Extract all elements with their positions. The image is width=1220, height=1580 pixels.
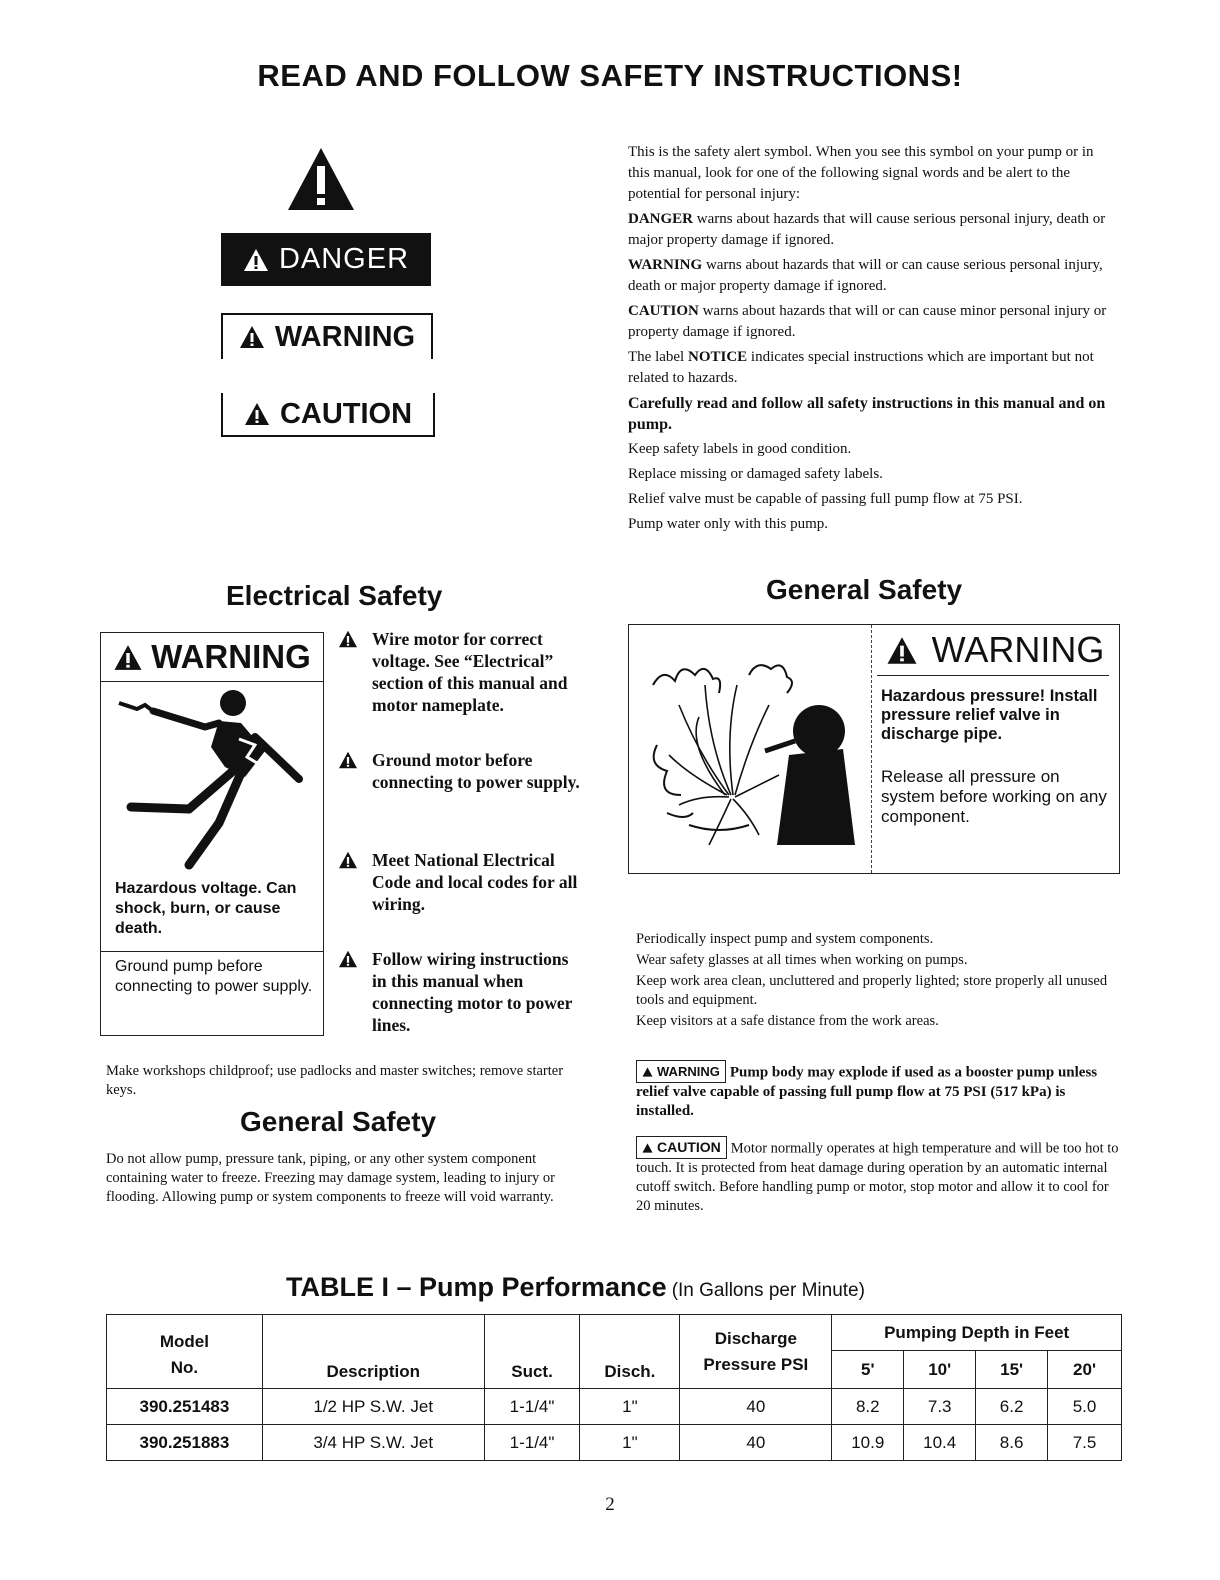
electrical-warning-panel xyxy=(100,632,324,1036)
header-disch: Disch. xyxy=(580,1315,680,1389)
childproof-note: Make workshops childproof; use padlocks and master switches; remove starter keys. xyxy=(106,1063,564,1098)
alert-triangle-icon xyxy=(113,644,143,671)
read-all-instructions: Carefully read and follow all safety instructions in this manual and on pump. xyxy=(628,395,1106,433)
booster-warning-paragraph: WARNING Pump body may explode if used as a booster pump unless relief valve capable of passing full pump flow at 75 PSI (517 kPa) is installed. xyxy=(636,1060,1120,1121)
general-safety-left-title: General Safety xyxy=(240,1106,437,1137)
header-depth-15: 15' xyxy=(976,1351,1048,1389)
list-item: Periodically inspect pump and system components. xyxy=(636,931,934,947)
pressure-explosion-icon xyxy=(639,645,864,865)
alert-triangle-icon xyxy=(244,402,270,426)
electric-shock-person-icon xyxy=(115,687,315,877)
signal-word-definitions xyxy=(628,142,1116,539)
warning-word: WARNING xyxy=(274,320,416,353)
water-only-note: Pump water only with this pump. xyxy=(628,516,828,532)
page-number: 2 xyxy=(605,1494,615,1515)
list-item: Keep work area clean, uncluttered and properly lighted; store properly all unused tools and equipment. xyxy=(636,973,1108,1008)
header-discharge-pressure: Discharge Pressure PSI xyxy=(680,1315,832,1389)
electrical-safety-title: Electrical Safety xyxy=(226,580,443,611)
panel-warning-header: WARNING xyxy=(101,633,323,682)
relief-valve-note: Relief valve must be capable of passing full pump flow at 75 PSI. xyxy=(628,491,1023,507)
general-safety-right-title: General Safety xyxy=(766,574,963,605)
pump-performance-table xyxy=(106,1314,1122,1461)
hazardous-voltage-text: Hazardous voltage. Can shock, burn, or cause death. xyxy=(115,880,297,937)
alert-triangle-icon xyxy=(243,248,269,272)
bullet-wiring-instructions: Follow wiring instructions in this manual when connecting motor to power lines. xyxy=(338,948,584,1036)
table-row: 390.251483 1/2 HP S.W. Jet 1-1/4" 1" 40 8.2 7.3 6.2 5.0 xyxy=(107,1389,1122,1425)
alert-triangle-icon xyxy=(338,950,358,968)
table-row: 390.251883 3/4 HP S.W. Jet 1-1/4" 1" 40 10.9 10.4 8.6 7.5 xyxy=(107,1425,1122,1461)
pressure-warning-panel xyxy=(628,624,1120,874)
alert-symbol-intro: This is the safety alert symbol. When you see this symbol on your pump or in this manual, look for one of the following signal words and be alert to the potential for personal injury: xyxy=(628,144,1094,202)
warning-definition: WARNING warns about hazards that will or can cause serious personal injury, death or major property damage if ignored. xyxy=(628,257,1103,294)
list-item: Wear safety glasses at all times when working on pumps. xyxy=(636,952,968,968)
hazardous-pressure-text: Hazardous pressure! Install pressure relief valve in discharge pipe. xyxy=(881,687,1098,743)
replace-labels-note: Replace missing or damaged safety labels. xyxy=(628,466,883,482)
header-model: Model No. xyxy=(107,1315,263,1389)
header-depth-5: 5' xyxy=(832,1351,904,1389)
bullet-ground-motor: Ground motor before connecting to power supply. xyxy=(338,749,584,793)
warning-signal-label xyxy=(221,313,433,359)
general-safety-list xyxy=(636,930,1120,1033)
alert-triangle-icon xyxy=(239,325,265,349)
inline-caution-label: CAUTION xyxy=(636,1136,727,1159)
page-title: READ AND FOLLOW SAFETY INSTRUCTIONS! xyxy=(257,58,963,93)
alert-triangle-icon xyxy=(338,851,358,869)
header-depth-20: 20' xyxy=(1048,1351,1122,1389)
notice-definition: The label NOTICE indicates special instructions which are important but not related to hazards. xyxy=(628,349,1094,386)
alert-triangle-icon xyxy=(886,636,918,665)
motor-caution-paragraph: CAUTION Motor normally operates at high temperature and will be too hot to touch. It is protected from heat damage during operation by an automatic internal cutoff switch. Before handling pump or motor, stop motor and allow it to cool for 20 minutes. xyxy=(636,1136,1120,1216)
keep-labels-note: Keep safety labels in good condition. xyxy=(628,441,852,457)
danger-signal-label xyxy=(221,233,431,286)
alert-triangle-icon xyxy=(642,1067,653,1077)
danger-definition: DANGER warns about hazards that will cause serious personal injury, death or major property damage if ignored. xyxy=(628,211,1106,248)
bullet-electrical-code: Meet National Electrical Code and local codes for all wiring. xyxy=(338,849,584,915)
caution-definition: CAUTION warns about hazards that will or can cause minor personal injury or property damage if ignored. xyxy=(628,303,1107,340)
table-title: TABLE I – Pump Performance (In Gallons per Minute) xyxy=(286,1272,865,1302)
header-depth-10: 10' xyxy=(904,1351,976,1389)
release-pressure-text: Release all pressure on system before working on any component. xyxy=(881,767,1107,826)
caution-signal-label xyxy=(221,393,435,437)
header-pumping-depth: Pumping Depth in Feet xyxy=(832,1315,1122,1351)
header-suct: Suct. xyxy=(484,1315,580,1389)
safety-alert-symbol-icon xyxy=(286,146,356,212)
caution-word: CAUTION xyxy=(279,397,413,430)
alert-triangle-icon xyxy=(338,630,358,648)
header-description: Description xyxy=(262,1315,484,1389)
alert-triangle-icon xyxy=(338,751,358,769)
ground-pump-note: Ground pump before connecting to power supply. xyxy=(115,958,313,995)
inline-warning-label: WARNING xyxy=(636,1060,726,1083)
bullet-wire-motor: Wire motor for correct voltage. See “Electrical” section of this manual and motor nameplate. xyxy=(338,628,584,716)
alert-triangle-icon xyxy=(642,1143,653,1153)
list-item: Keep visitors at a safe distance from the work areas. xyxy=(636,1013,939,1029)
freeze-warning-text: Do not allow pump, pressure tank, piping, or any other system component containing water to freeze. Freezing may damage system, leading to injury or flooding. Allowing pump or system components to freeze will void warranty. xyxy=(106,1151,555,1205)
danger-word: DANGER xyxy=(278,243,410,275)
panel-warning-header: WARNING xyxy=(877,629,1113,671)
